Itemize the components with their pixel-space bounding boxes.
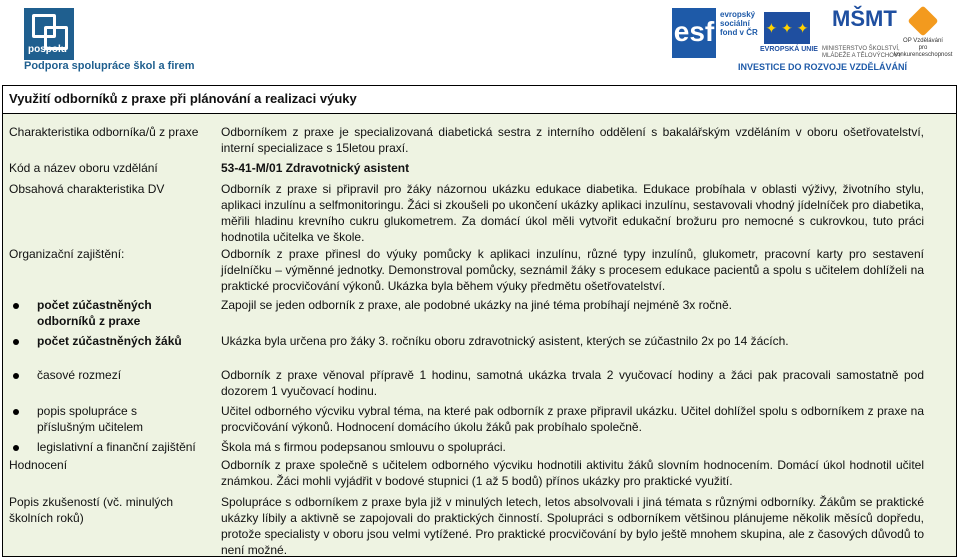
row-value: Spolupráce s odborníkem z praxe byla již v minulých letech, letos absolvovali i jiná témata s různými odborníky. Žákům se praktické ukázky líbily a aktivně se zapojovali do praktických činností. Spolupráci s odborníkem většinou plánujeme několik měsíců dopředu, protože specialisty v oboru jsou velmi vytížené. Pro praktické procvičování by bylo ještě mnohem skupina, ale z časových důvodů to není možné. xyxy=(221,495,924,557)
msmt-logo-icon: MŠMT xyxy=(832,6,897,31)
op-text: OP Vzdělávání pro konkurenceschopnost xyxy=(894,38,953,58)
info-table xyxy=(2,85,957,557)
row-label: počet zúčastněných odborníků z praxe xyxy=(37,298,152,328)
op-logo xyxy=(894,10,952,58)
row-label: Charakteristika odborníka/ů z praxe xyxy=(9,125,199,139)
msmt-text: MINISTERSTVO ŠKOLSTVÍ, MLÁDEŽE A TĚLOVÝCHOVY xyxy=(822,46,902,59)
row-label: Kód a název oboru vzdělání xyxy=(9,161,158,175)
op-logo-icon xyxy=(907,5,938,36)
invest-text: INVESTICE DO ROZVOJE VZDĚLÁVÁNÍ xyxy=(738,62,908,72)
eu-text: EVROPSKÁ UNIE xyxy=(760,46,818,53)
row-value: Škola má s firmou podepsanou smlouvu o spolupráci. xyxy=(221,440,506,454)
esf-logo: esf xyxy=(672,8,716,58)
row-label: Popis zkušeností (vč. minulých školních roků) xyxy=(9,495,174,525)
bullet-icon xyxy=(13,373,19,379)
row-value: Odborník z praxe věnoval přípravě 1 hodinu, samotná ukázka trvala 2 vyučovací hodiny a žáci pak pracovali samostatně pod dozorem 1 vyučovací hodinu. xyxy=(221,368,924,398)
row-label: Hodnocení xyxy=(9,458,68,472)
row-value: Odborník z praxe si připravil pro žáky názornou ukázku edukace diabetika. Edukace probíhala v oblasti výživy, životního stylu, aplikaci inzulínu a selfmonitoringu. Žáci si zkoušeli po ukončení ukázky aplikaci inzulínu, sestavovali vhodný jídelníček pro diabetika, měřili hladinu krevního cukru glukometrem. Za domácí úkol měli vytvořit edukační brožuru pro nemocné s cukrovkou, tuto práci hodnotila učitelka ve škole. xyxy=(221,182,924,244)
pospolu-word: pospolu xyxy=(28,44,67,55)
row-value: Zapojil se jeden odborník z praxe, ale podobné ukázky na jiné téma probíhají nejméně 3x ročně. xyxy=(221,298,732,312)
table-title: Využití odborníků z praxe při plánování a realizaci výuky xyxy=(3,86,956,114)
bullet-icon xyxy=(13,445,19,451)
bullet-icon xyxy=(13,339,19,345)
row-label: legislativní a finanční zajištění xyxy=(37,440,196,454)
pospolu-logo xyxy=(24,8,195,72)
row-value: Odborník z praxe přinesl do výuky pomůcky k aplikaci inzulínu, různé typy inzulínů, glukometr, pracovní karty pro sestavení jídelníčku – výměnné jednotky. Demonstroval pomůcky, seznámil žáky s procesem edukace pacientů a spolu s učitelem dohlíželi na praktické procvičování výkonů. Ukázka byla během výuky předmětu ošetřovatelství. xyxy=(221,247,924,293)
row-value: Učitel odborného výcviku vybral téma, na které pak odborník z praxe připravil ukázku. Učitel dohlížel spolu s odborníkem z praxe na procvičování výkonů. Hodnocení domácího úkolu žáků pak probíhalo společně. xyxy=(221,404,924,434)
row-value: Odborník z praxe společně s učitelem odborného výcviku hodnotili aktivitu žáků slovním hodnocením. Domácí úkol hodnotil učitel známkou. Žáci mohli vyjádřit v bodové stupnici (1 až 5 bodů) přínos ukázky pro praktické využití. xyxy=(221,458,924,488)
esf-text: evropský sociální fond v ČR xyxy=(720,10,758,37)
row-label: popis spolupráce s příslušným učitelem xyxy=(37,404,144,434)
row-label: časové rozmezí xyxy=(37,368,122,382)
row-value: 53-41-M/01 Zdravotnický asistent xyxy=(221,161,410,175)
eu-flag-icon: ✦ ✦ ✦ xyxy=(764,12,810,44)
pospolu-mark xyxy=(24,8,74,60)
table-body xyxy=(3,114,956,556)
row-value: Odborníkem z praxe je specializovaná diabetická sestra z interního oddělení s bakalářským vzděláním v oboru ošetřovatelství, interní specializace s 15letou praxí. xyxy=(221,125,924,155)
pospolu-subtitle: Podpora spolupráce škol a firem xyxy=(24,60,195,72)
row-label: Obsahová charakteristika DV xyxy=(9,182,165,196)
funding-logos xyxy=(672,6,957,76)
bullet-icon xyxy=(13,409,19,415)
row-value: Ukázka byla určena pro žáky 3. ročníku oboru zdravotnický asistent, kterých se zúčastnilo 2x po 14 žácích. xyxy=(221,334,789,348)
row-label: počet zúčastněných žáků xyxy=(37,334,182,348)
row-label: Organizační zajištění: xyxy=(9,247,125,261)
bullet-icon xyxy=(13,303,19,309)
